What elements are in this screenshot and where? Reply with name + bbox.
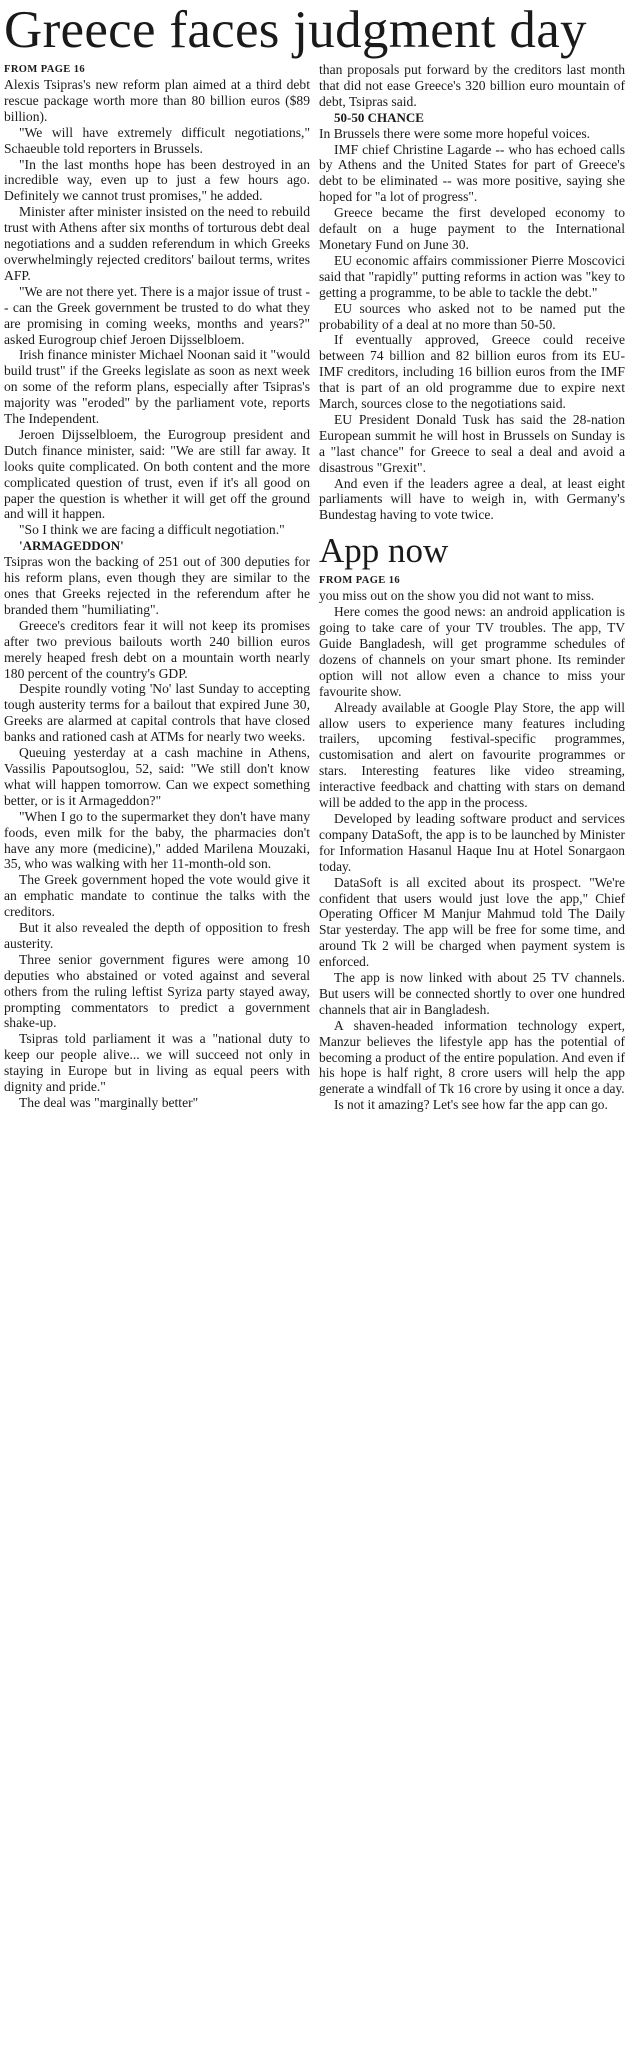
subhead-50-50-chance: 50-50 CHANCE bbox=[334, 109, 424, 125]
article-paragraph: Despite roundly voting 'No' last Sunday to accepting tough austerity terms for a bailout that expired June 30, Greeks are alarmed at capital controls that have closed banks and rationed cash at ATMs for nearly two weeks. bbox=[4, 681, 310, 745]
article-paragraph: But it also revealed the depth of opposition to fresh austerity. bbox=[4, 920, 310, 951]
article-paragraph: IMF chief Christine Lagarde -- who has echoed calls by Athens and the United States for part of Greece's debt to be eliminated -- was more positive, saying she hoped for "a lot of progress". bbox=[319, 141, 625, 205]
article-headline: Greece faces judgment day bbox=[4, 1, 587, 59]
article-paragraph: Alexis Tsipras's new reform plan aimed at a third debt rescue package worth more than 80 billion euros ($89 billion). bbox=[4, 77, 310, 124]
article-paragraph: you miss out on the show you did not want to miss. bbox=[319, 588, 595, 604]
article-paragraph: Queuing yesterday at a cash machine in Athens, Vassilis Papoutsoglou, 52, said: "We still don't know what will happen tomorrow. Can we expect something better, or is it Armageddon?" bbox=[4, 745, 310, 808]
subhead-armageddon: 'ARMAGEDDON' bbox=[19, 538, 124, 554]
article-paragraph: "We are not there yet. There is a major issue of trust -- can the Greek government be trusted to do what they are promising in coming weeks, months and years?" asked Eurogroup chief Jeroen Dijsselbloem. bbox=[4, 283, 310, 347]
article-paragraph: Here comes the good news: an android application is going to take care of your TV troubles. The app, TV Guide Bangladesh, will get programme schedules of dozens of channels on your smart phone. Its reminder option will not allow even a chance to miss your favourite show. bbox=[319, 604, 625, 699]
article-paragraph: A shaven-headed information technology expert, Manzur believes the lifestyle app has the potential of becoming a product of the entire population. And even if his hope is half right, 8 crore users will help the app generate a windfall of Tk 16 crore by using it once a day. bbox=[319, 1017, 625, 1097]
article-paragraph: The app is now linked with about 25 TV channels. But users will be connected shortly to over one hundred channels that air in Bangladesh. bbox=[319, 970, 625, 1017]
article-paragraph: Jeroen Dijsselbloem, the Eurogroup president and Dutch finance minister, said: "We are still far away. It looks quite complicated. On both content and the more complicated question of trust, even if it's all good on paper the question is whether it will get off the ground and will it happen. bbox=[4, 426, 310, 522]
article-paragraph: Three senior government figures were among 10 deputies who abstained or voted against and several others from the ruling leftist Syriza party stayed away, prompting commentators to predict a government shake-up. bbox=[4, 951, 310, 1031]
article-paragraph: Tsipras told parliament it was a "national duty to keep our people alive... we will succeed not only in staying in Europe but in living as equal peers with dignity and pride." bbox=[4, 1031, 310, 1095]
article-paragraph: Greece's creditors fear it will not keep its promises after two previous bailouts worth 240 billion euros merely heaped fresh debt on a mountain worth nearly 180 percent of the country's GDP. bbox=[4, 617, 310, 681]
article-paragraph: EU economic affairs commissioner Pierre Moscovici said that "rapidly" putting reforms in action was "key to getting a programme, to be able to tackle the debt." bbox=[319, 252, 625, 300]
article-paragraph: If eventually approved, Greece could receive between 74 billion and 82 billion euros from its EU-IMF creditors, including 16 billion euros from the IMF that is part of an old programme due to expire next March, sources close to the negotiations said. bbox=[319, 332, 625, 412]
app-now-body bbox=[319, 588, 625, 1113]
article-paragraph: Already available at Google Play Store, the app will allow users to experience many features including trailers, upcoming festival-specific programmes, customisation and alert on favourite programmes or stars. Interesting features like video streaming, interactive feedback and chatting with stars on demand will be added to the app in the process. bbox=[319, 699, 625, 811]
article-paragraph: "When I go to the supermarket they don't have many foods, even milk for the baby, the pharmacies don't have any more (medicine)," added Marilena Mouzaki, 35, who was walking with her 11-month-old son. bbox=[4, 808, 310, 872]
article-paragraph: The Greek government hoped the vote would give it an emphatic mandate to continue the talks with the creditors. bbox=[4, 872, 310, 920]
article-paragraph: EU President Donald Tusk has said the 28-nation European summit he will host in Brussels on Sunday is a "last chance" for Greece to seal a deal and avoid a disastrous "Grexit". bbox=[319, 411, 625, 475]
article-paragraph: "We will have extremely difficult negotiations," Schaeuble told reporters in Brussels. bbox=[4, 124, 310, 156]
article-paragraph: In Brussels there were some more hopeful voices. bbox=[319, 125, 591, 141]
article-dateline: FROM PAGE 16 bbox=[4, 64, 86, 75]
article-paragraph: Developed by leading software product and services company DataSoft, the app is to be launched by Minister for Information Hasanul Haque Inu at Hotel Sonargaon today. bbox=[319, 810, 625, 874]
article-paragraph: DataSoft is all excited about its prospect. "We're confident that users would just love the app," Chief Operating Officer M Manjur Mahmud told The Daily Star yesterday. The app will be free for some time, and around Tk 2 will be charged when payment system is enforced. bbox=[319, 874, 625, 970]
left-column bbox=[4, 62, 310, 1111]
app-now-dateline: FROM PAGE 16 bbox=[319, 575, 401, 587]
article-paragraph: Tsipras won the backing of 251 out of 300 deputies for his reform plans, even though they are similar to the ones that Greeks rejected in the referendum after he branded them "humiliating". bbox=[4, 554, 310, 617]
article-paragraph: EU sources who asked not to be named put the probability of a deal at no more than 50-50. bbox=[319, 300, 625, 332]
article-paragraph: Is not it amazing? Let's see how far the app can go. bbox=[334, 1097, 608, 1113]
article-paragraph: And even if the leaders agree a deal, at least eight parliaments will have to weigh in, with Germany's Bundestag having to vote twice. bbox=[319, 475, 625, 523]
article-paragraph: "In the last months hope has been destroyed in an incredible way, even up to just a few hours ago. Definitely we cannot trust promises," he added. bbox=[4, 156, 310, 204]
right-column bbox=[319, 62, 625, 1113]
app-now-headline: App now bbox=[319, 531, 449, 571]
article-paragraph: Minister after minister insisted on the need to rebuild trust with Athens after six months of torturous debt deal negotiations and a sudden referendum in which Greeks overwhelmingly rejected creditors' bailout terms, writes AFP. bbox=[4, 204, 310, 283]
article-paragraph: than proposals put forward by the creditors last month that did not ease Greece's 320 billion euro mountain of debt, Tsipras said. bbox=[319, 62, 625, 109]
article-paragraph: Greece became the first developed economy to default on a huge payment to the International Monetary Fund on June 30. bbox=[319, 205, 625, 252]
article-paragraph: The deal was "marginally better" bbox=[19, 1095, 199, 1110]
article-paragraph: Irish finance minister Michael Noonan said it "would build trust" if the Greeks legislate as soon as next week on some of the reform plans, especially after Tsipras's majority was "eroded" by the parliament vote, reports The Independent. bbox=[4, 347, 310, 427]
article-paragraph: "So I think we are facing a difficult negotiation." bbox=[19, 522, 285, 538]
